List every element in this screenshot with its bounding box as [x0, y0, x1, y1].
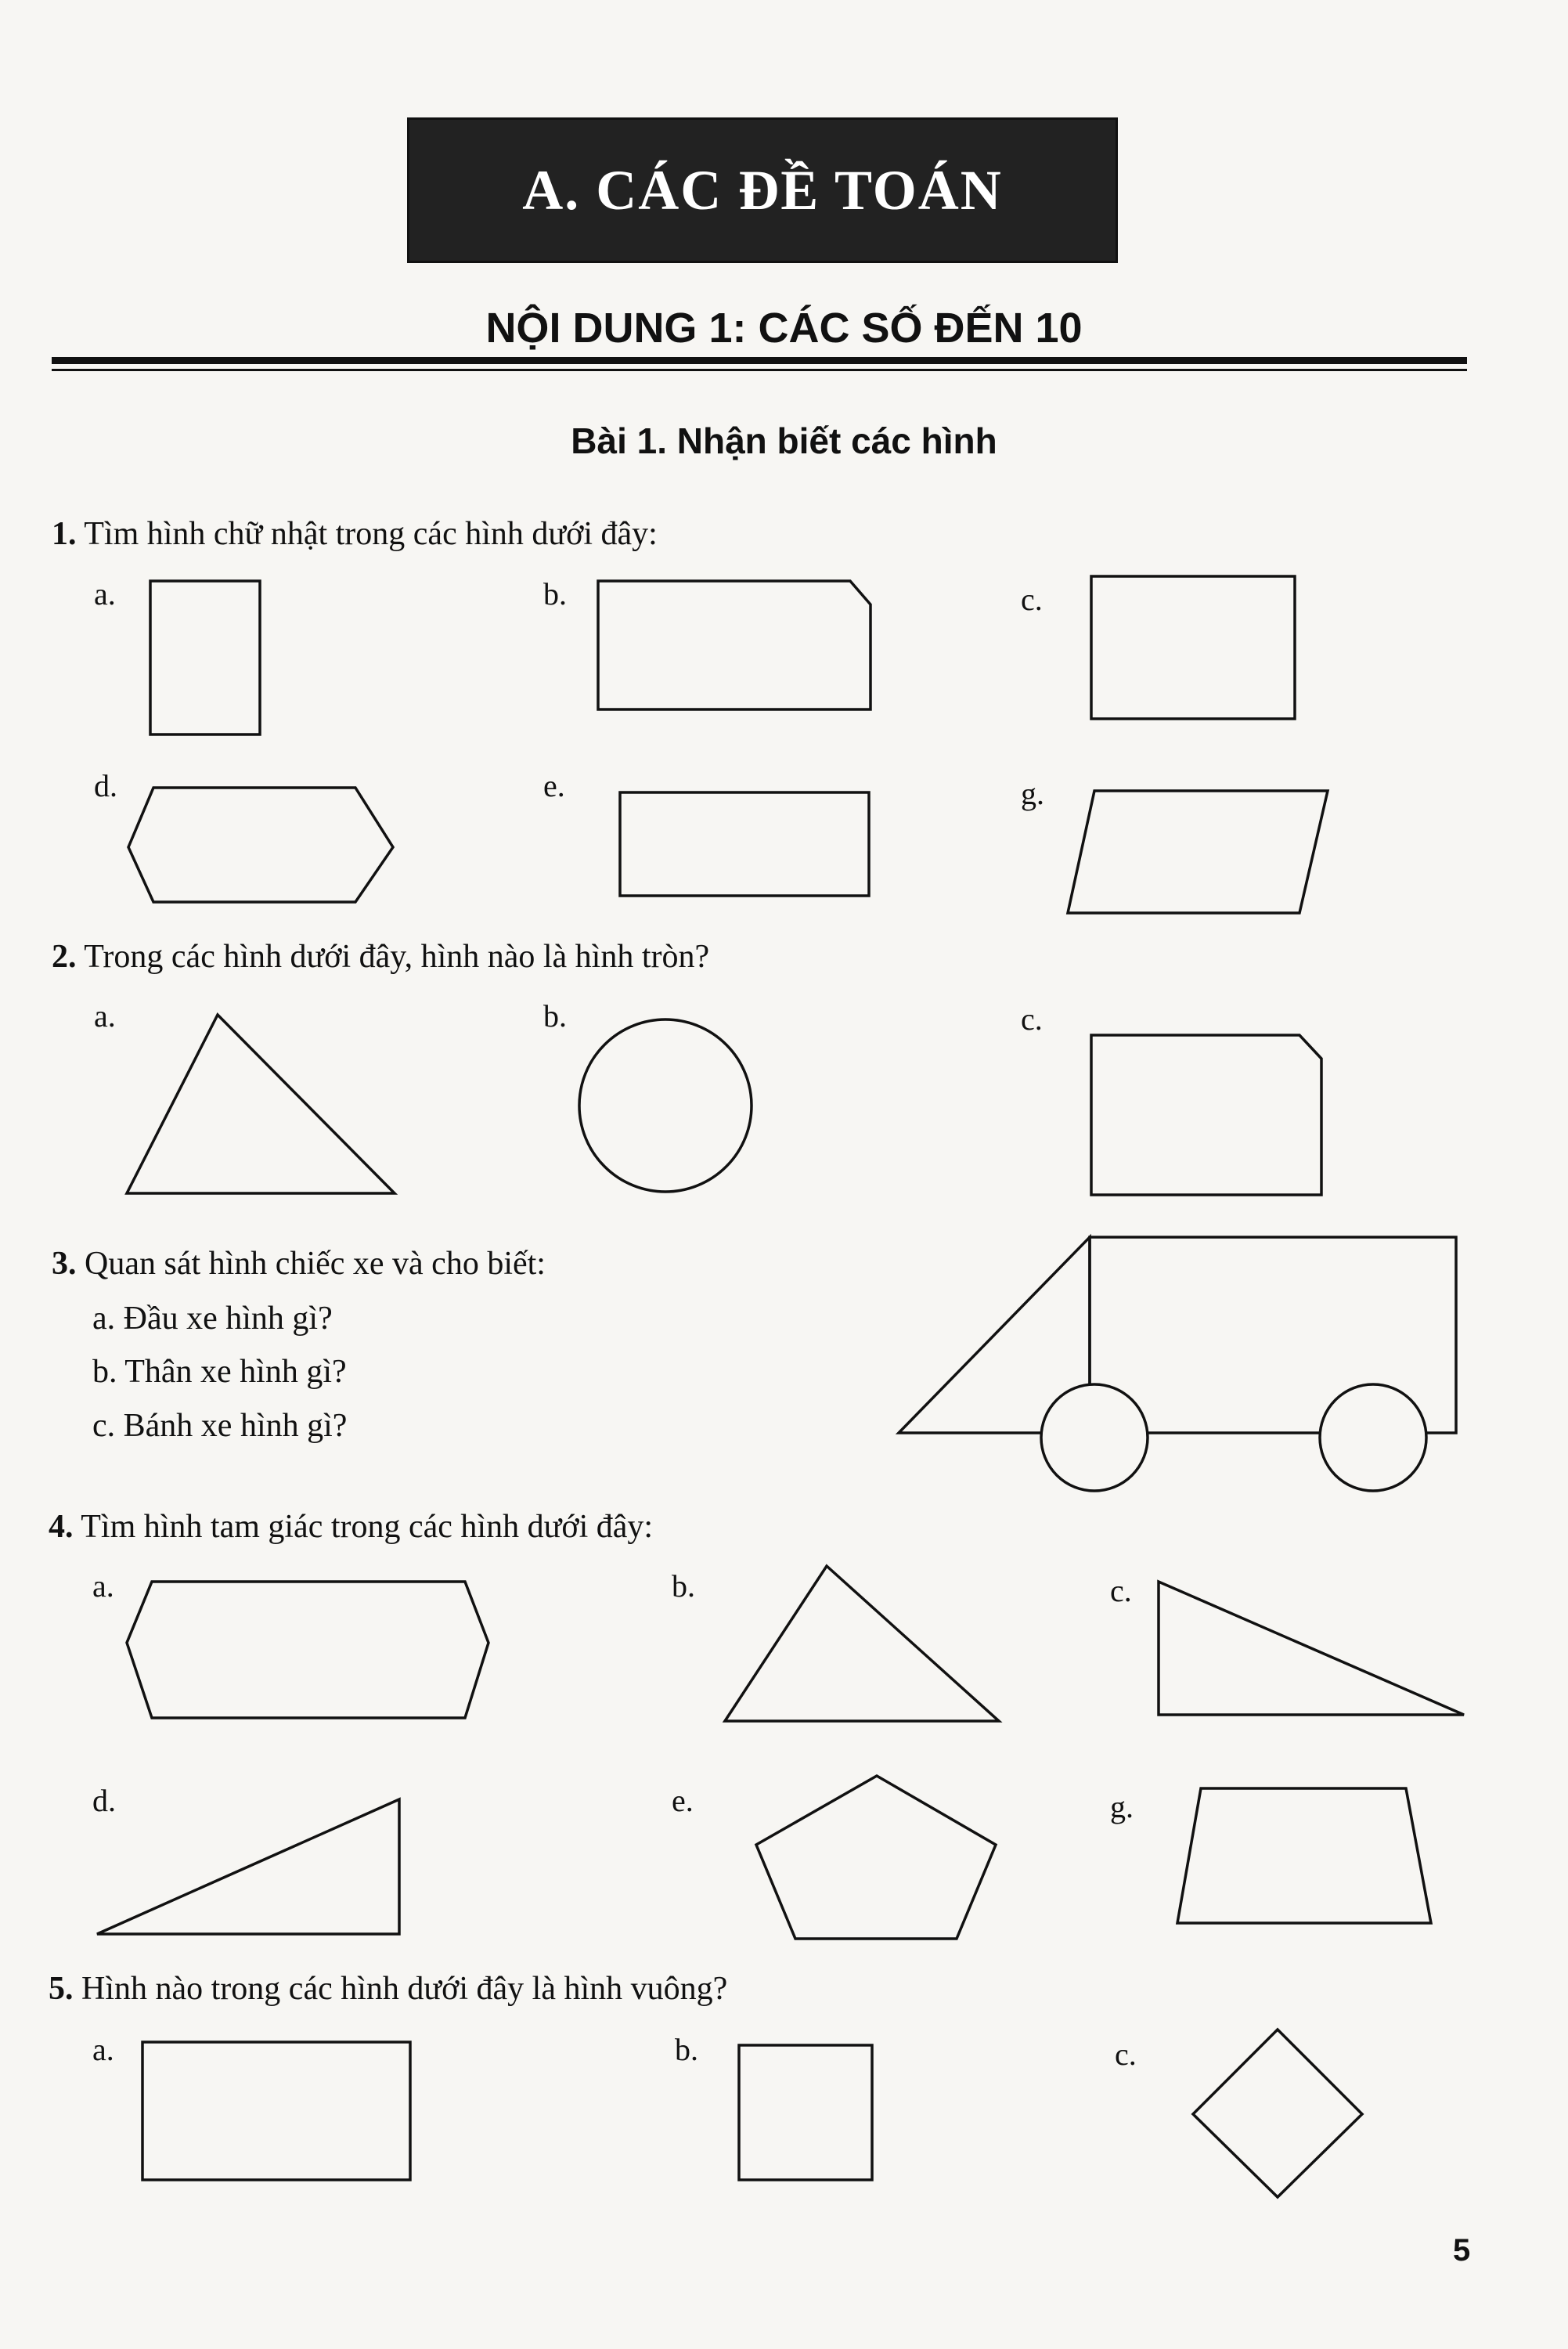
question-3-text: Quan sát hình chiếc xe và cho biết:	[85, 1246, 546, 1282]
q4-shape-g-trapezoid	[1177, 1788, 1431, 1923]
q5-shape-b-square	[739, 2045, 872, 2180]
question-2-number: 2.	[52, 939, 77, 975]
lesson-title: Bài 1. Nhận biết các hình	[571, 420, 997, 461]
q4-shape-c-right-triangle	[1159, 1582, 1464, 1715]
question-5-number: 5.	[49, 1971, 74, 2007]
q4-label-g: g.	[1110, 1789, 1134, 1824]
question-4-number: 4.	[49, 1509, 74, 1545]
page-number: 5	[1453, 2233, 1471, 2268]
q4-label-d: d.	[92, 1783, 116, 1818]
q1-shape-b-cut-corner-rectangle	[598, 581, 871, 709]
q1-label-d: d.	[94, 768, 117, 803]
q1-shape-g-parallelogram	[1068, 791, 1328, 913]
q2-label-a: a.	[94, 998, 116, 1034]
q2-shape-c-cut-corner-rectangle	[1091, 1035, 1321, 1195]
q4-shape-d-right-triangle	[97, 1799, 399, 1934]
q5-label-a: a.	[92, 2032, 114, 2067]
question-2-text: Trong các hình dưới đây, hình nào là hình tròn?	[84, 939, 710, 975]
q3-sub-c: c. Bánh xe hình gì?	[92, 1408, 348, 1444]
q1-shape-a-tall-rectangle	[150, 581, 260, 734]
q5-label-b: b.	[675, 2032, 698, 2067]
question-1-text: Tìm hình chữ nhật trong các hình dưới đây:	[84, 516, 658, 552]
q2-shape-b-circle	[579, 1019, 752, 1192]
q5-label-c: c.	[1115, 2037, 1137, 2072]
q4-label-b: b.	[672, 1568, 695, 1604]
q1-shape-d-hexagon	[128, 788, 393, 902]
truck-rear-wheel-circle	[1320, 1384, 1426, 1491]
q2-label-b: b.	[543, 998, 567, 1034]
q4-shape-a-hexagon	[127, 1582, 488, 1718]
q4-label-c: c.	[1110, 1573, 1132, 1608]
q1-shape-c-rectangle	[1091, 576, 1295, 719]
q1-label-a: a.	[94, 576, 116, 612]
q3-sub-b: b. Thân xe hình gì?	[92, 1354, 347, 1390]
q5-shape-a-rectangle	[142, 2042, 410, 2180]
q1-label-c: c.	[1021, 582, 1043, 617]
q4-label-e: e.	[672, 1783, 694, 1818]
banner-title: A. CÁC ĐỀ TOÁN	[522, 158, 1003, 222]
question-4-text: Tìm hình tam giác trong các hình dưới đây:	[81, 1509, 654, 1545]
q2-shape-a-triangle	[127, 1015, 395, 1193]
q4-label-a: a.	[92, 1568, 114, 1604]
truck-front-wheel-circle	[1041, 1384, 1148, 1491]
question-5-text: Hình nào trong các hình dưới đây là hình vuông?	[81, 1971, 728, 2007]
q1-label-b: b.	[543, 576, 567, 612]
q5-shape-c-rotated-square	[1193, 2030, 1362, 2197]
q4-shape-e-pentagon	[756, 1776, 996, 1939]
q3-sub-a: a. Đầu xe hình gì?	[92, 1301, 333, 1337]
q1-label-g: g.	[1021, 776, 1044, 811]
section-title: NỘI DUNG 1: CÁC SỐ ĐẾN 10	[485, 305, 1083, 352]
q1-label-e: e.	[543, 768, 565, 803]
q2-label-c: c.	[1021, 1001, 1043, 1037]
question-1-number: 1.	[52, 516, 77, 552]
q4-shape-b-triangle	[725, 1566, 999, 1721]
question-3-number: 3.	[52, 1246, 77, 1282]
q1-shape-e-rectangle	[620, 792, 869, 896]
